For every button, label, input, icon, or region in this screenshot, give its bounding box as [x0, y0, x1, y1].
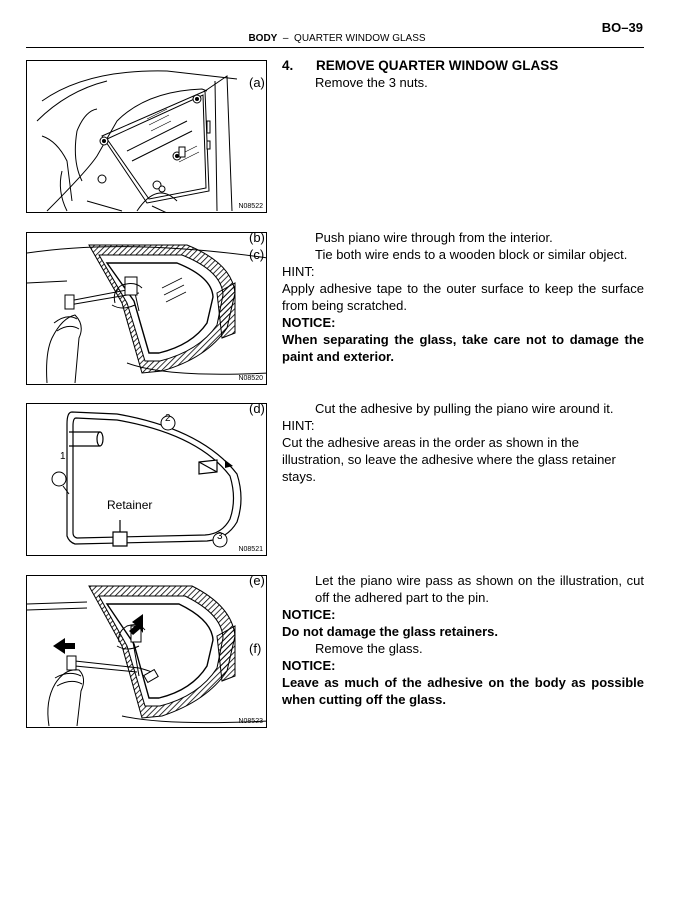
- piano-wire-illustration: [27, 233, 267, 385]
- step-section-2: [249, 229, 644, 365]
- substep-d: [249, 400, 644, 417]
- step-title: REMOVE QUARTER WINDOW GLASS: [316, 58, 559, 73]
- substep-text: Push piano wire through from the interior.: [315, 230, 553, 245]
- figure-cut-glass: [26, 575, 267, 728]
- marker-1: 1: [60, 451, 66, 462]
- substep-b: [249, 229, 644, 246]
- header-section: BODY: [248, 33, 278, 44]
- notice-text: When separating the glass, take care not to damage the paint and exterior.: [282, 332, 644, 364]
- page-number: BO–39: [601, 20, 643, 35]
- substep-text: Tie both wire ends to a wooden block or similar object.: [315, 247, 628, 262]
- substep-text: Remove the 3 nuts.: [315, 75, 428, 90]
- step-section-4: [249, 572, 644, 708]
- notice-label: NOTICE:: [282, 315, 336, 330]
- step-section-1: [249, 57, 644, 91]
- figure-piano-wire: [26, 232, 267, 385]
- header-subsection: QUARTER WINDOW GLASS: [294, 33, 426, 44]
- figure-code: N08522: [238, 203, 263, 210]
- marker-3: 3: [217, 531, 223, 542]
- substep-label: (c): [249, 247, 265, 262]
- substep-label: (d): [249, 401, 265, 416]
- figure-code: N08521: [238, 546, 263, 553]
- retainer-label: Retainer: [107, 498, 153, 512]
- substep-label: (f): [249, 641, 262, 656]
- notice-text: Do not damage the glass retainers.: [282, 624, 499, 639]
- running-header: [0, 33, 674, 44]
- substep-a: [249, 74, 644, 91]
- marker-2: 2: [165, 413, 171, 424]
- header-separator: –: [282, 33, 289, 44]
- substep-c: [249, 246, 644, 263]
- substep-label: (a): [249, 75, 265, 90]
- figure-remove-nuts: [26, 60, 267, 213]
- figure-code: N08520: [238, 375, 263, 382]
- notice-label: NOTICE:: [282, 607, 336, 622]
- hint-text: Apply adhesive tape to the outer surface to keep the surface from being scratched.: [282, 281, 644, 313]
- nuts-illustration: [27, 61, 267, 213]
- substep-f: [249, 640, 644, 657]
- figure-code: N08523: [238, 718, 263, 725]
- notice-label: NOTICE:: [282, 658, 336, 673]
- substep-label: (b): [249, 230, 265, 245]
- hint-label: HINT:: [282, 418, 315, 433]
- substep-e: [249, 572, 644, 606]
- hint-label: HINT:: [282, 264, 315, 279]
- substep-text: Remove the glass.: [315, 641, 423, 656]
- header-rule: [26, 47, 644, 48]
- substep-label: (e): [249, 573, 265, 588]
- step-number: 4.: [282, 58, 294, 73]
- figure-cutting-order: [26, 403, 267, 556]
- substep-text: Let the piano wire pass as shown on the illustration, cut off the adhered part to the pin.: [315, 573, 644, 605]
- substep-text: Cut the adhesive by pulling the piano wire around it.: [315, 401, 614, 416]
- cutting-order-diagram: [27, 404, 267, 556]
- step-section-3: [249, 400, 644, 485]
- hint-text: Cut the adhesive areas in the order as shown in the illustration, so leave the adhesive where the glass retainer stays.: [282, 435, 616, 484]
- cut-glass-illustration: [27, 576, 267, 728]
- step-heading: [282, 57, 644, 74]
- notice-text: Leave as much of the adhesive on the body as possible when cutting off the glass.: [282, 675, 644, 707]
